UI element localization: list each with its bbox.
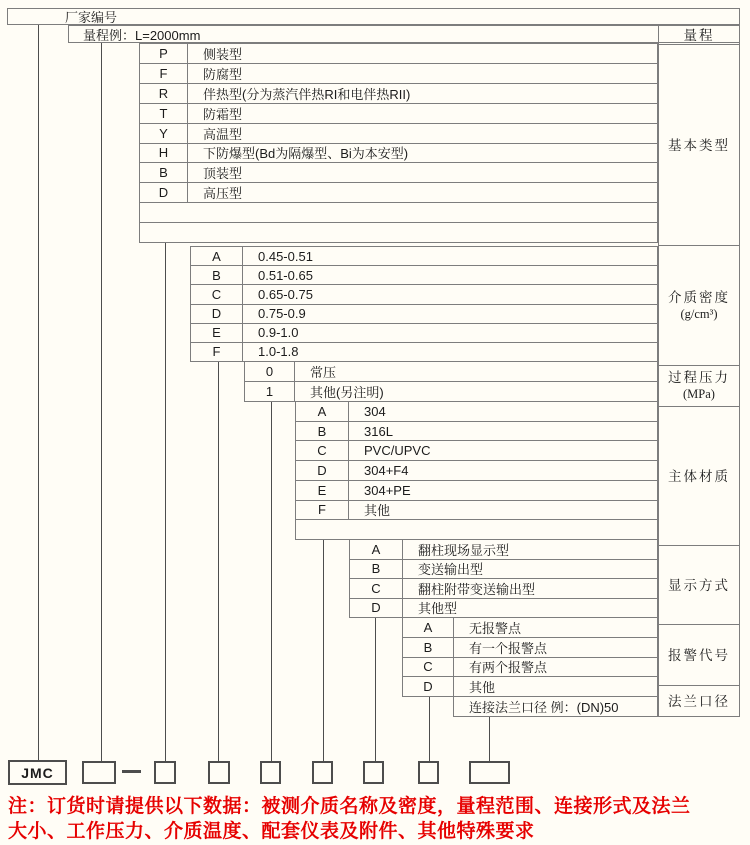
code-box-flange-size (469, 761, 510, 784)
description-cell: 316L (364, 423, 393, 439)
description-cell: 下防爆型(Bd为隔爆型、Bi为本安型) (203, 146, 409, 162)
code-cell: R (140, 84, 188, 103)
connector-line-medium-density (218, 362, 219, 762)
description-cell: 0.51-0.65 (258, 267, 313, 283)
code-cell: A (350, 540, 403, 559)
table-row (296, 501, 657, 521)
body-material-table (295, 401, 658, 540)
side-label-body-material: 主体材质 (659, 407, 739, 546)
code-box-display-mode (363, 761, 384, 784)
code-cell: F (296, 501, 349, 520)
code-box-process-pressure (260, 761, 281, 784)
code-cell: E (296, 481, 349, 500)
connector-line-manufacturer (38, 25, 39, 762)
table-row (403, 658, 657, 678)
code-cell: D (296, 461, 349, 480)
table-row (140, 104, 657, 124)
code-cell: P (140, 44, 188, 63)
table-row (140, 64, 657, 84)
connector-line-basic-type (165, 243, 166, 762)
table-row (350, 599, 657, 618)
description-cell: 无报警点 (469, 620, 522, 636)
description-cell: 高压型 (203, 186, 243, 202)
code-cell: B (140, 163, 188, 182)
connector-line-alarm-code (429, 697, 430, 762)
description-cell: 0.45-0.51 (258, 248, 313, 264)
connector-line-range (101, 43, 102, 762)
description-cell: 有两个报警点 (469, 660, 548, 676)
description-cell: 304+PE (364, 482, 411, 498)
code-cell: A (296, 402, 349, 421)
code-cell: 0 (245, 362, 295, 381)
table-row (140, 163, 657, 183)
table-row (191, 324, 657, 343)
process-pressure-table (244, 361, 658, 402)
description-cell: 伴热型(分为蒸汽伴热RI和电伴热RII) (203, 86, 411, 102)
table-row (191, 285, 657, 304)
code-cell: D (191, 305, 243, 323)
code-cell: F (191, 343, 243, 361)
table-row (350, 560, 657, 580)
side-label-alarm-code: 报警代号 (659, 625, 739, 686)
code-cell (296, 520, 349, 539)
code-cell: B (403, 638, 454, 657)
connector-line-process-pressure (271, 402, 272, 762)
table-row (140, 44, 657, 64)
side-label-range: 量程 (659, 26, 739, 45)
code-cell: Y (140, 124, 188, 143)
description-cell: 其他 (469, 680, 496, 696)
table-row (245, 382, 657, 401)
code-cell: C (191, 285, 243, 303)
side-label-display-mode: 显示方式 (659, 546, 739, 625)
table-row (245, 362, 657, 382)
code-cell (140, 223, 188, 242)
medium-density-table (190, 246, 658, 362)
description-cell: 常压 (310, 365, 337, 380)
description-cell: 304 (364, 403, 386, 419)
description-cell: 防腐型 (203, 66, 243, 82)
code-cell: C (350, 579, 403, 598)
table-row (191, 247, 657, 266)
side-label-process-pressure: 过程压力 (MPa) (659, 366, 739, 407)
description-cell: 翻柱现场显示型 (418, 542, 510, 558)
code-cell: H (140, 144, 188, 163)
table-row (296, 481, 657, 501)
code-box-range (82, 761, 116, 784)
manufacturer-row (7, 8, 740, 25)
range-example-label: 量程例：L=2000mm (83, 27, 201, 43)
description-cell: 其他 (364, 503, 391, 519)
connector-line-body-material (323, 540, 324, 762)
table-row (140, 203, 657, 223)
description-cell: 其他型 (418, 601, 458, 617)
display-mode-table (349, 539, 658, 618)
code-cell: 1 (245, 382, 295, 401)
description-cell: PVC/UPVC (364, 443, 431, 459)
table-row (296, 461, 657, 481)
table-row (140, 84, 657, 104)
description-cell: 侧装型 (203, 46, 243, 62)
alarm-code-table (402, 617, 658, 697)
table-row (140, 124, 657, 144)
model-prefix-box: JMC (8, 760, 67, 785)
description-cell (188, 223, 657, 242)
table-row (403, 638, 657, 658)
table-row (191, 305, 657, 324)
table-row (403, 677, 657, 696)
code-cell: A (403, 618, 454, 637)
code-cell: D (350, 599, 403, 618)
code-cell: A (191, 247, 243, 265)
separator-dash (122, 770, 141, 773)
code-cell: D (140, 183, 188, 202)
description-cell (349, 520, 657, 539)
description-cell: 变送输出型 (418, 562, 484, 578)
table-row (140, 183, 657, 203)
description-cell: 防霜型 (203, 106, 243, 122)
table-row (140, 223, 657, 242)
description-cell: 有一个报警点 (469, 640, 548, 656)
table-row (140, 144, 657, 164)
description-cell: 其他(另注明) (310, 385, 384, 400)
side-label-flange-size: 法兰口径 (668, 693, 730, 709)
table-row (296, 402, 657, 422)
connector-line-display-mode (375, 618, 376, 762)
table-row (403, 618, 657, 638)
code-cell: E (191, 324, 243, 342)
table-row (191, 266, 657, 285)
basic-type-table (139, 43, 658, 243)
order-note-line1: 注：订货时请提供以下数据：被测介质名称及密度，量程范围、连接形式及法兰 (8, 796, 691, 817)
side-label-column (658, 25, 740, 717)
code-cell: B (296, 422, 349, 441)
order-note-line2: 大小、工作压力、介质温度、配套仪表及附件、其他特殊要求 (8, 821, 535, 842)
code-box-medium-density (208, 761, 230, 784)
table-row (296, 520, 657, 539)
side-label-basic-type: 基本类型 (659, 45, 739, 246)
description-cell: 1.0-1.8 (258, 344, 299, 360)
flange-size-row: 连接法兰口径 例：(DN)50 (453, 696, 658, 717)
description-cell: 顶装型 (203, 166, 243, 182)
code-cell: C (403, 658, 454, 677)
table-row (191, 343, 657, 361)
code-box-body-material (312, 761, 333, 784)
table-row (350, 579, 657, 599)
description-cell (188, 203, 657, 222)
table-row (350, 540, 657, 560)
code-cell: B (191, 266, 243, 284)
manufacturer-label: 厂家编号 (65, 10, 118, 25)
code-cell (140, 203, 188, 222)
connector-line-flange-size (489, 717, 490, 762)
description-cell: 304+F4 (364, 463, 409, 479)
description-cell: 0.9-1.0 (258, 325, 299, 341)
code-cell: F (140, 64, 188, 83)
description-cell: 0.75-0.9 (258, 306, 306, 322)
side-label-medium-density: 介质密度 (g/cm³) (659, 246, 739, 366)
code-cell: T (140, 104, 188, 123)
code-cell: D (403, 677, 454, 696)
code-cell: B (350, 560, 403, 579)
table-row (296, 441, 657, 461)
order-note (8, 794, 746, 844)
code-box-basic-type (154, 761, 176, 784)
description-cell: 翻柱附带变送输出型 (418, 581, 536, 597)
range-row (68, 25, 740, 43)
description-cell: 高温型 (203, 126, 243, 142)
description-cell: 0.65-0.75 (258, 286, 313, 302)
table-row (296, 422, 657, 442)
code-cell: C (296, 441, 349, 460)
code-box-alarm-code (418, 761, 439, 784)
